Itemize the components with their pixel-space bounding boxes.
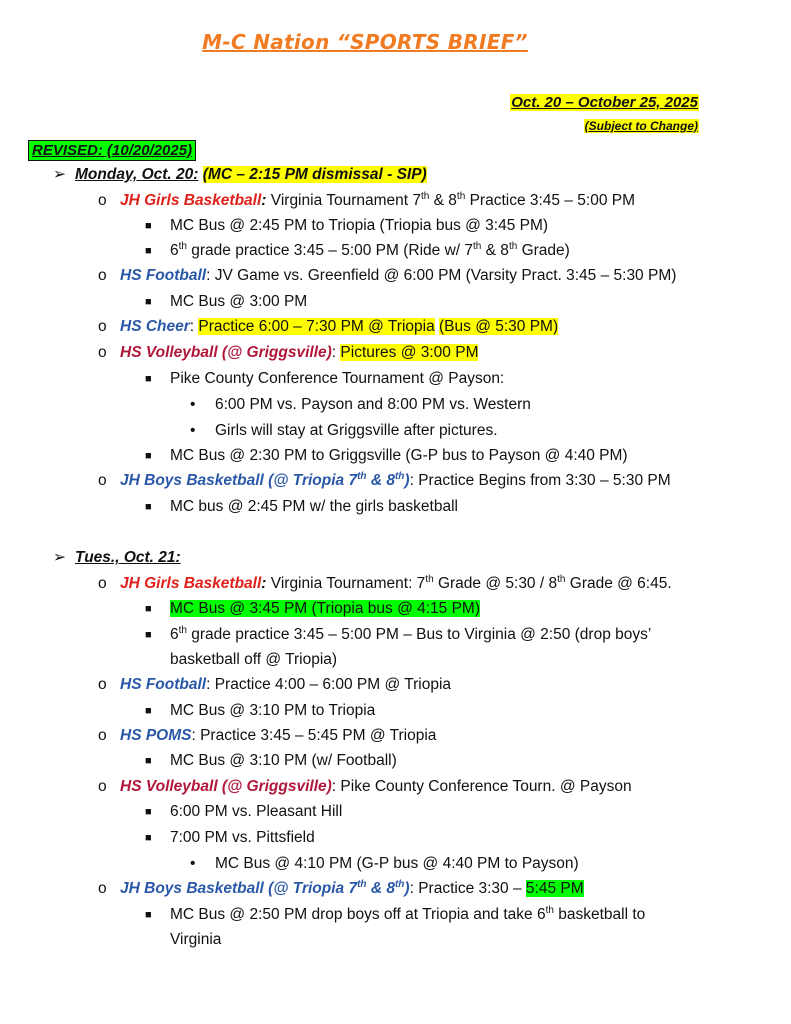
list-item: o HS Cheer: Practice 6:00 – 7:30 PM @ Triopia (Bus @ 5:30 PM) [98,318,559,335]
list-item: • MC Bus @ 4:10 PM (G-P bus @ 4:40 PM to Payson) [190,855,579,872]
list-item: ■ 6th grade practice 3:45 – 5:00 PM – Bus to Virginia @ 2:50 (drop boys’ [145,625,652,643]
square-bullet-icon: ■ [145,373,152,385]
sport-label: HS Football [120,267,207,284]
square-bullet-icon: ■ [145,806,152,818]
circle-bullet-icon: o [98,267,107,284]
list-item: o JH Boys Basketball (@ Triopia 7th & 8th): Practice Begins from 3:30 – 5:30 PM [98,471,671,489]
list-item: ■ 6th grade practice 3:45 – 5:00 PM (Ride w/ 7th & 8th Grade) [145,241,570,259]
sport-label: JH Boys Basketball (@ Triopia 7th & 8th) [120,879,410,897]
list-item: • 6:00 PM vs. Payson and 8:00 PM vs. Western [190,396,531,413]
list-item: ■ MC Bus @ 3:10 PM (w/ Football) [145,752,397,769]
list-item: ■ 7:00 PM vs. Pittsfield [145,829,315,846]
square-bullet-icon: ■ [145,705,152,717]
list-item: o HS Volleyball (@ Griggsville): Pictures @ 3:00 PM [98,344,479,361]
day-label: Tues., Oct. 21: [75,549,181,566]
dot-bullet-icon: • [190,422,196,439]
square-bullet-icon: ■ [145,296,152,308]
list-item: o JH Boys Basketball (@ Triopia 7th & 8th): Practice 3:30 – 5:45 PM [98,879,584,897]
square-bullet-icon: ■ [145,245,152,257]
square-bullet-icon: ■ [145,629,152,641]
circle-bullet-icon: o [98,192,107,209]
list-item-continuation: basketball off @ Triopia) [170,651,338,668]
dismissal-note: (MC – 2:15 PM dismissal - SIP) [202,166,427,183]
day-label: Monday, Oct. 20: [75,166,199,183]
arrow-bullet-icon: ➢ [53,166,66,183]
list-item: o JH Girls Basketball: Virginia Tournament 7th & 8th Practice 3:45 – 5:00 PM [98,191,635,209]
sport-label: HS Volleyball (@ Griggsville) [120,778,332,795]
monday-heading [53,165,427,185]
circle-bullet-icon: o [98,575,107,592]
date-range: Oct. 20 – October 25, 2025 [511,94,698,111]
list-item: ■ MC Bus @ 3:10 PM to Triopia [145,702,376,719]
tuesday-heading [53,548,181,568]
arrow-bullet-icon: ➢ [53,549,66,566]
list-item: ■ MC Bus @ 2:30 PM to Griggsville (G-P bus to Payson @ 4:40 PM) [145,447,628,464]
square-bullet-icon: ■ [145,603,152,615]
circle-bullet-icon: o [98,472,107,489]
list-item: o HS POMS: Practice 3:45 – 5:45 PM @ Triopia [98,727,437,744]
list-item: o JH Girls Basketball: Virginia Tournament: 7th Grade @ 5:30 / 8th Grade @ 6:45. [98,574,672,592]
circle-bullet-icon: o [98,318,107,335]
square-bullet-icon: ■ [145,450,152,462]
sport-label: HS Volleyball (@ Griggsville) [120,344,332,361]
page-title: M-C Nation “SPORTS BRIEF” [202,30,528,54]
list-item-continuation: Virginia [170,931,222,948]
list-item: ■ MC Bus @ 3:45 PM (Triopia bus @ 4:15 PM) [145,600,480,617]
sport-label: HS Cheer [120,318,190,335]
square-bullet-icon: ■ [145,832,152,844]
circle-bullet-icon: o [98,727,107,744]
sport-label: HS Football [120,676,207,693]
list-item: ■ MC Bus @ 2:50 PM drop boys off at Triopia and take 6th basketball to [145,905,646,923]
sport-label: JH Girls Basketball [120,192,262,209]
list-item: o HS Football: Practice 4:00 – 6:00 PM @ Triopia [98,676,452,693]
sport-label: HS POMS [120,727,192,744]
dot-bullet-icon: • [190,855,196,872]
circle-bullet-icon: o [98,880,107,897]
list-item: ■ MC bus @ 2:45 PM w/ the girls basketball [145,498,458,515]
sport-label: JH Girls Basketball [120,575,262,592]
subject-note: (Subject to Change) [584,119,698,133]
sport-label: JH Boys Basketball (@ Triopia 7th & 8th) [120,471,410,489]
dot-bullet-icon: • [190,396,196,413]
revised-badge: REVISED: (10/20/2025) [28,140,196,161]
list-item: ■ 6:00 PM vs. Pleasant Hill [145,803,343,820]
circle-bullet-icon: o [98,344,107,361]
square-bullet-icon: ■ [145,220,152,232]
square-bullet-icon: ■ [145,909,152,921]
list-item: ■ MC Bus @ 3:00 PM [145,293,308,310]
square-bullet-icon: ■ [145,755,152,767]
list-item: o HS Football: JV Game vs. Greenfield @ 6:00 PM (Varsity Pract. 3:45 – 5:30 PM) [98,267,677,284]
square-bullet-icon: ■ [145,501,152,513]
list-item: ■ Pike County Conference Tournament @ Payson: [145,370,505,387]
circle-bullet-icon: o [98,778,107,795]
list-item: ■ MC Bus @ 2:45 PM to Triopia (Triopia bus @ 3:45 PM) [145,217,549,234]
list-item: • Girls will stay at Griggsville after pictures. [190,422,498,439]
list-item: o HS Volleyball (@ Griggsville): Pike County Conference Tourn. @ Payson [98,778,632,795]
circle-bullet-icon: o [98,676,107,693]
